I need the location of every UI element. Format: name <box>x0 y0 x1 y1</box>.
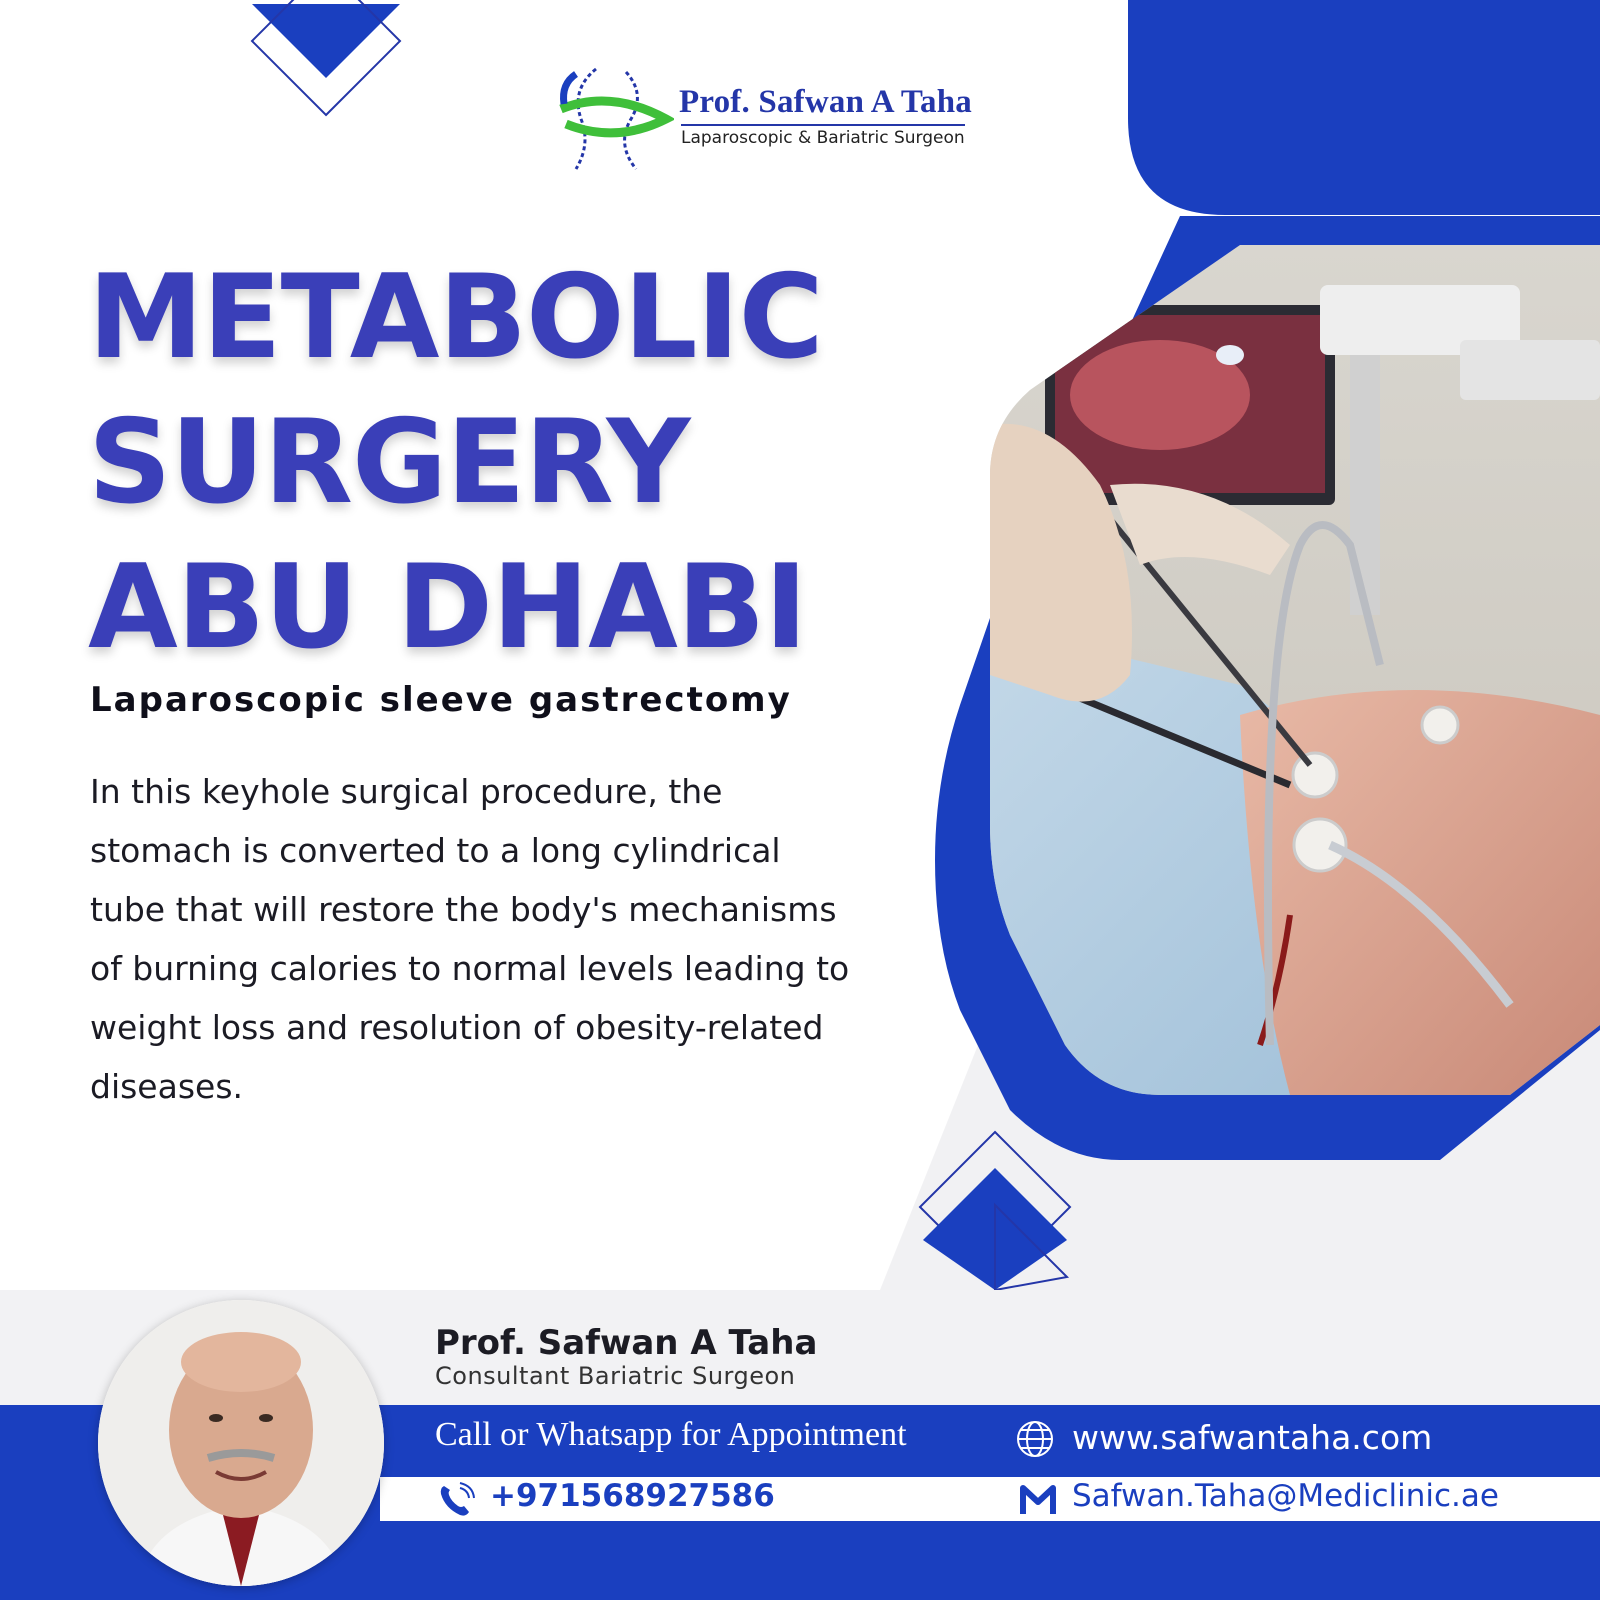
phone-number[interactable]: +971568927586 <box>490 1478 775 1514</box>
doctor-title: Consultant Bariatric Surgeon <box>435 1362 796 1390</box>
mail-icon <box>1020 1484 1056 1516</box>
logo-emblem-icon <box>556 64 674 174</box>
corner-blob <box>1128 0 1600 215</box>
logo-tagline: Laparoscopic & Bariatric Surgeon <box>681 124 965 148</box>
headline-line-3: ABU DHABI <box>88 540 807 675</box>
website-link[interactable]: www.safwantaha.com <box>1072 1418 1433 1457</box>
headline <box>88 245 908 680</box>
doctor-name: Prof. Safwan A Taha <box>435 1323 818 1363</box>
brand-logo <box>556 64 1036 174</box>
appointment-cta: Call or Whatsapp for Appointment <box>435 1416 907 1453</box>
procedure-description: In this keyhole surgical procedure, the stomach is converted to a long cylindrical tube that will restore the body's mechanisms of burning calories to normal levels leading to weight loss and resolution of obesity-related diseases. <box>90 772 850 1106</box>
logo-title: Prof. Safwan A Taha <box>679 84 972 120</box>
top-diamond-decor <box>252 0 400 115</box>
phone-icon <box>436 1480 476 1520</box>
headline-line-1: METABOLIC <box>88 250 823 385</box>
doctor-avatar <box>98 1300 384 1586</box>
email-address[interactable]: Safwan.Taha@Mediclinic.ae <box>1072 1478 1499 1514</box>
procedure-subheading: Laparoscopic sleeve gastrectomy <box>90 680 792 720</box>
surgery-photo <box>990 245 1600 1095</box>
headline-line-2: SURGERY <box>88 395 690 530</box>
globe-icon <box>1015 1419 1055 1459</box>
